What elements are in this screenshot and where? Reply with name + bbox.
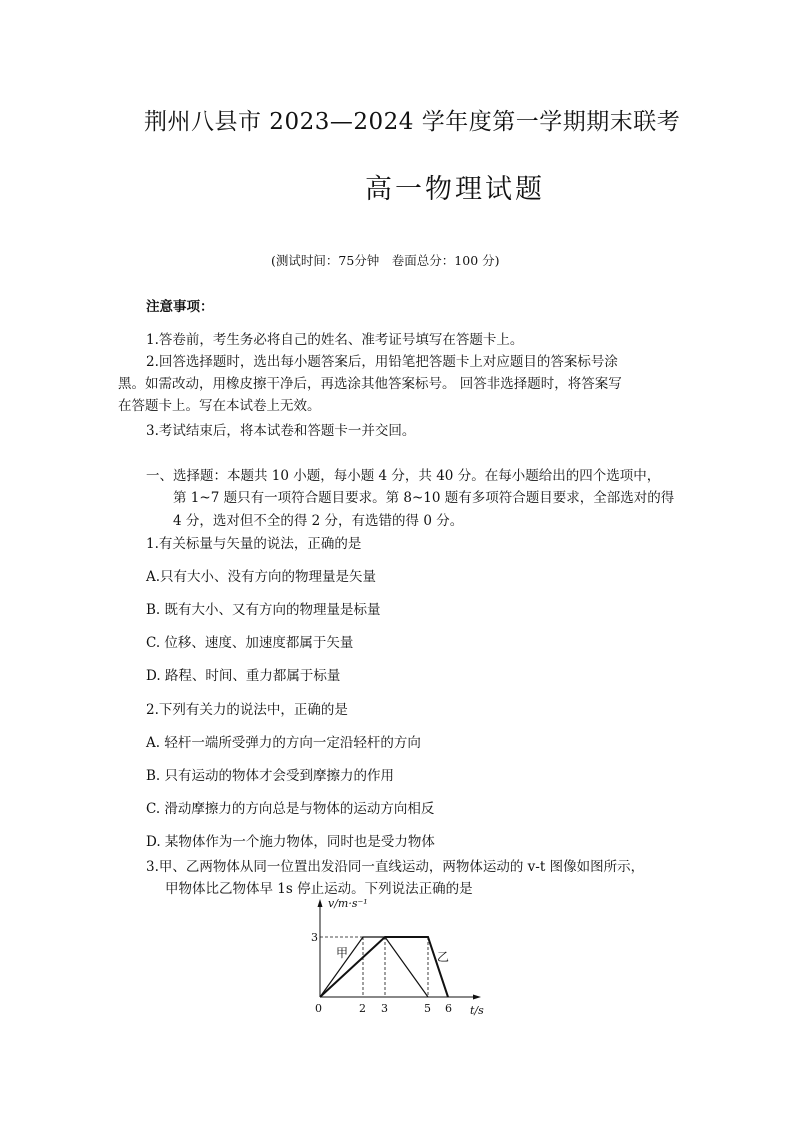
x-tick-label: 6 [445, 1002, 452, 1015]
exam-meta: (测试时间：75分钟 卷面总分：100 分) [271, 253, 500, 268]
notice-item: 3.考试结束后，将本试卷和答题卡一并交回。 [146, 423, 416, 439]
x-tick-label: 2 [359, 1002, 366, 1015]
option-b: B. 只有运动的物体才会受到摩擦力的作用 [146, 768, 395, 784]
origin-label: 0 [315, 1002, 322, 1015]
section-instructions: 一、选择题：本题共 10 小题，每小题 4 分，共 40 分。在每小题给出的四个选项中， [146, 468, 661, 484]
y-tick-label: 3 [311, 931, 318, 944]
question-stem: 1.有关标量与矢量的说法，正确的是 [146, 536, 362, 552]
x-axis-arrow-icon [473, 995, 481, 1000]
notice-item: 1.答卷前，考生务必将自己的姓名、准考证号填写在答题卡上。 [146, 332, 524, 348]
x-tick-label: 3 [381, 1002, 388, 1015]
x-tick-label: 5 [424, 1002, 431, 1015]
option-c: C. 位移、速度、加速度都属于矢量 [146, 635, 354, 651]
notice-item: 在答题卡上。写在本试卷上无效。 [118, 398, 321, 414]
series-label-yi: 乙 [437, 950, 450, 964]
notice-item: 2.回答选择题时，选出每小题答案后，用铅笔把答题卡上对应题目的答案标号涂 [146, 354, 618, 370]
y-axis-arrow-icon [318, 899, 323, 907]
exam-title: 荆州八县市 2023—2024 学年度第一学期期末联考 [144, 109, 681, 135]
section-instructions: 4 分，选对但不全的得 2 分，有选错的得 0 分。 [173, 513, 464, 529]
notice-item: 黑。如需改动，用橡皮擦干净后，再选涂其他答案标号。 回答非选择题时，将答案写 [118, 376, 622, 392]
option-d: D. 某物体作为一个施力物体，同时也是受力物体 [146, 834, 435, 850]
section-instructions: 第 1~7 题只有一项符合题目要求。第 8~10 题有多项符合题目要求，全部选对的得 [173, 490, 675, 506]
option-a: A.只有大小、没有方向的物理量是矢量 [146, 569, 377, 585]
option-a: A. 轻杆一端所受弹力的方向一定沿轻杆的方向 [146, 735, 421, 751]
option-b: B. 既有大小、又有方向的物理量是标量 [146, 602, 381, 618]
question-stem: 甲物体比乙物体早 1s 停止运动。下列说法正确的是 [165, 881, 473, 897]
y-axis-label: v/m·s⁻¹ [328, 897, 368, 910]
option-d: D. 路程、时间、重力都属于标量 [146, 668, 341, 684]
page-title: 高一物理试题 [365, 174, 545, 205]
option-c: C. 滑动摩擦力的方向总是与物体的运动方向相反 [146, 801, 435, 817]
x-axis-label: t/s [470, 1004, 484, 1017]
series-label-jia: 甲 [336, 946, 349, 960]
notice-heading: 注意事项： [146, 299, 214, 315]
question-stem: 2.下列有关力的说法中，正确的是 [146, 702, 348, 718]
question-stem: 3.甲、乙两物体从同一位置出发沿同一直线运动，两物体运动的 v-t 图像如图所示， [146, 859, 645, 875]
vt-graph [300, 895, 500, 1025]
